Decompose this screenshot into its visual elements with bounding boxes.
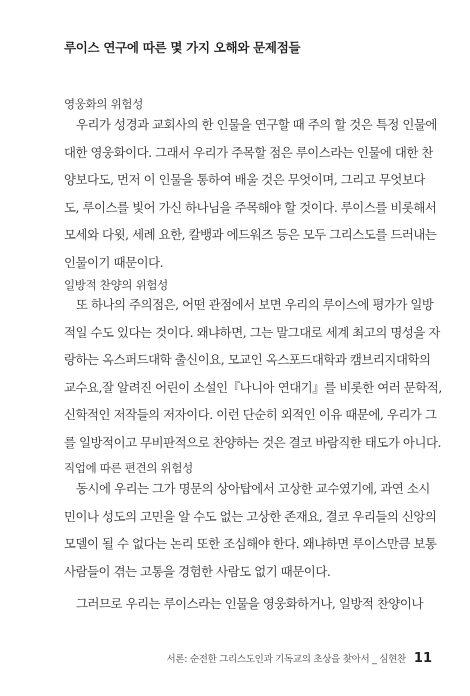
- text-line: 를 일방적이고 무비판적으로 찬양하는 것은 결코 바람직한 태도가 아니다.: [64, 434, 441, 450]
- text-line: 랑하는 옥스퍼드대학 출신이요, 모교인 옥스포드대학과 캠브리지대학의: [64, 352, 431, 367]
- text-line: 또 하나의 주의점은, 어떤 관점에서 보면 우리의 루이스에 평가가 일방: [76, 297, 434, 312]
- text-line: 양보다도, 먼저 이 인물을 통하여 배울 것은 무엇이며, 그리고 무엇보다: [64, 172, 425, 187]
- text-line: 신학적인 저작들의 저자이다. 이런 단순히 외적인 이유 때문에, 우리가 그: [64, 407, 437, 422]
- text-line: 교수요,잘 알려진 어린이 소설인『나니아 연대기』를 비롯한 여러 문학적,: [64, 379, 442, 395]
- text-line: 도, 루이스를 빛어 가신 하나님을 주목해야 할 것이다. 루이스를 비롯해서: [64, 199, 437, 215]
- section-title-occupational-bias: 직업에 따른 편견의 위험성: [64, 461, 193, 475]
- paragraph-closing: [64, 590, 424, 618]
- text-line: 우리가 성경과 교회사의 한 인물을 연구할 때 주의 할 것은 특정 인물에: [76, 117, 437, 132]
- text-line: 대한 영웅화이다. 그래서 우리가 주목할 점은 루이스라는 인물에 대한 찬: [64, 144, 433, 160]
- page-number: 11: [413, 651, 432, 666]
- text-line: 모세와 다윗, 세례 요한, 칼뱅과 에드워즈 등은 모두 그리스도를 드러내는: [64, 227, 437, 242]
- paragraph-one-sided-praise: [64, 291, 442, 456]
- chapter-heading: 루이스 연구에 따른 몇 가지 오해와 문제점들: [64, 40, 301, 55]
- paragraph-occupational-bias: [64, 475, 437, 585]
- text-line: 사람들이 겪는 고통을 경험한 사람도 없기 때문이다.: [64, 563, 331, 579]
- section-title-one-sided-praise: 일방적 찬양의 위험성: [64, 278, 168, 292]
- text-line: 그러므로 우리는 루이스라는 인물을 영웅화하거나, 일방적 찬양이나: [76, 596, 423, 611]
- text-line: 민이나 성도의 고민을 알 수도 없는 고상한 존재요, 결코 우리들의 신앙의: [64, 508, 437, 524]
- text-line: 모델이 될 수 없다는 논리 또한 조심해야 한다. 왜냐하면 루이스만큼 보통: [64, 536, 437, 551]
- page-footer: [166, 651, 432, 666]
- text-line: 적일 수도 있다는 것이다. 왜냐하면, 그는 말그대로 세계 최고의 명성을 자: [64, 324, 440, 340]
- section-title-heroization: 영웅화의 위험성: [64, 97, 144, 111]
- text-line: 인물이기 때문이다.: [64, 254, 164, 270]
- text-line: 동시에 우리는 그가 명문의 상아탑에서 고상한 교수였기에, 과연 소시: [76, 481, 430, 496]
- running-title: 서론: 순전한 그리스도인과 기독교의 초상을 찾아서 _ 심현찬: [166, 654, 406, 665]
- paragraph-heroization: [64, 111, 437, 276]
